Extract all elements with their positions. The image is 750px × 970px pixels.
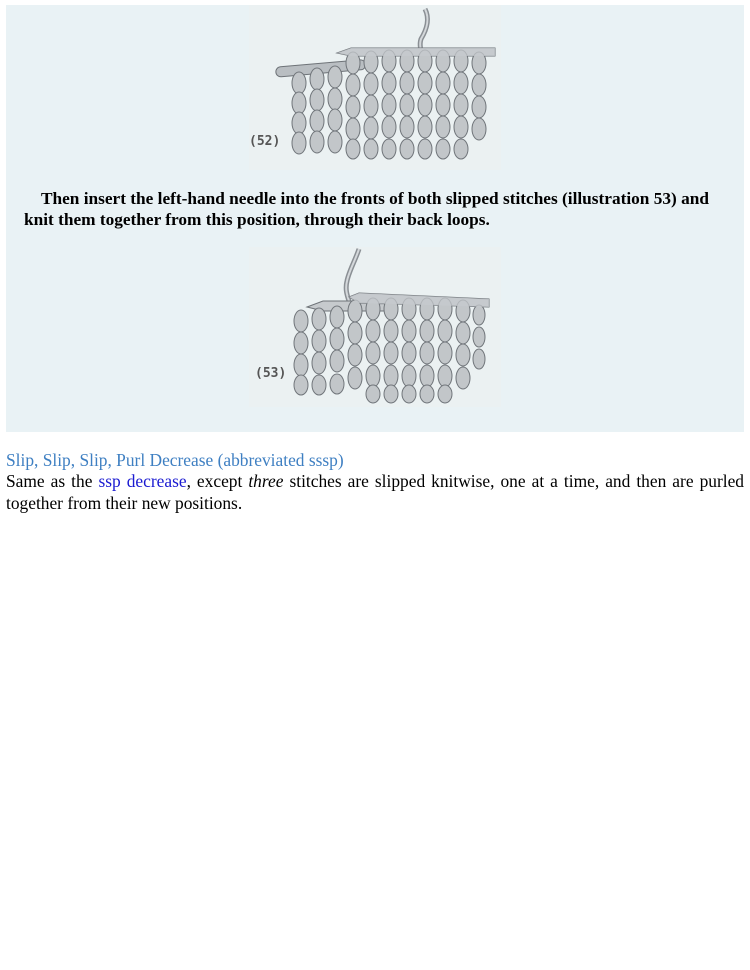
para-tail: stitches are slipped knitwise, one at a time, and then are purled together from their new positions. (6, 471, 744, 513)
para-lead: Same as the (6, 471, 99, 491)
section-heading: Slip, Slip, Slip, Purl Decrease (abbreviated sssp) (6, 450, 344, 470)
instruction-text: Then insert the left-hand needle into the fronts of both slipped stitches (illustration 53) and knit them together from this position, through their back loops. (24, 189, 709, 229)
figure-52-label: (52) (249, 134, 281, 149)
para-emphasis: three (248, 471, 284, 491)
figure-53-label: (53) (255, 366, 287, 381)
ssp-decrease-link[interactable]: ssp decrease (98, 471, 187, 491)
knitting-illustration-52-image (249, 5, 501, 170)
illustration-53 (6, 247, 744, 407)
instruction-callout (6, 5, 744, 432)
illustration-52 (6, 5, 744, 170)
para-mid: , except (186, 471, 249, 491)
knitting-illustration-53-image (249, 247, 501, 407)
body-paragraph (6, 471, 744, 514)
